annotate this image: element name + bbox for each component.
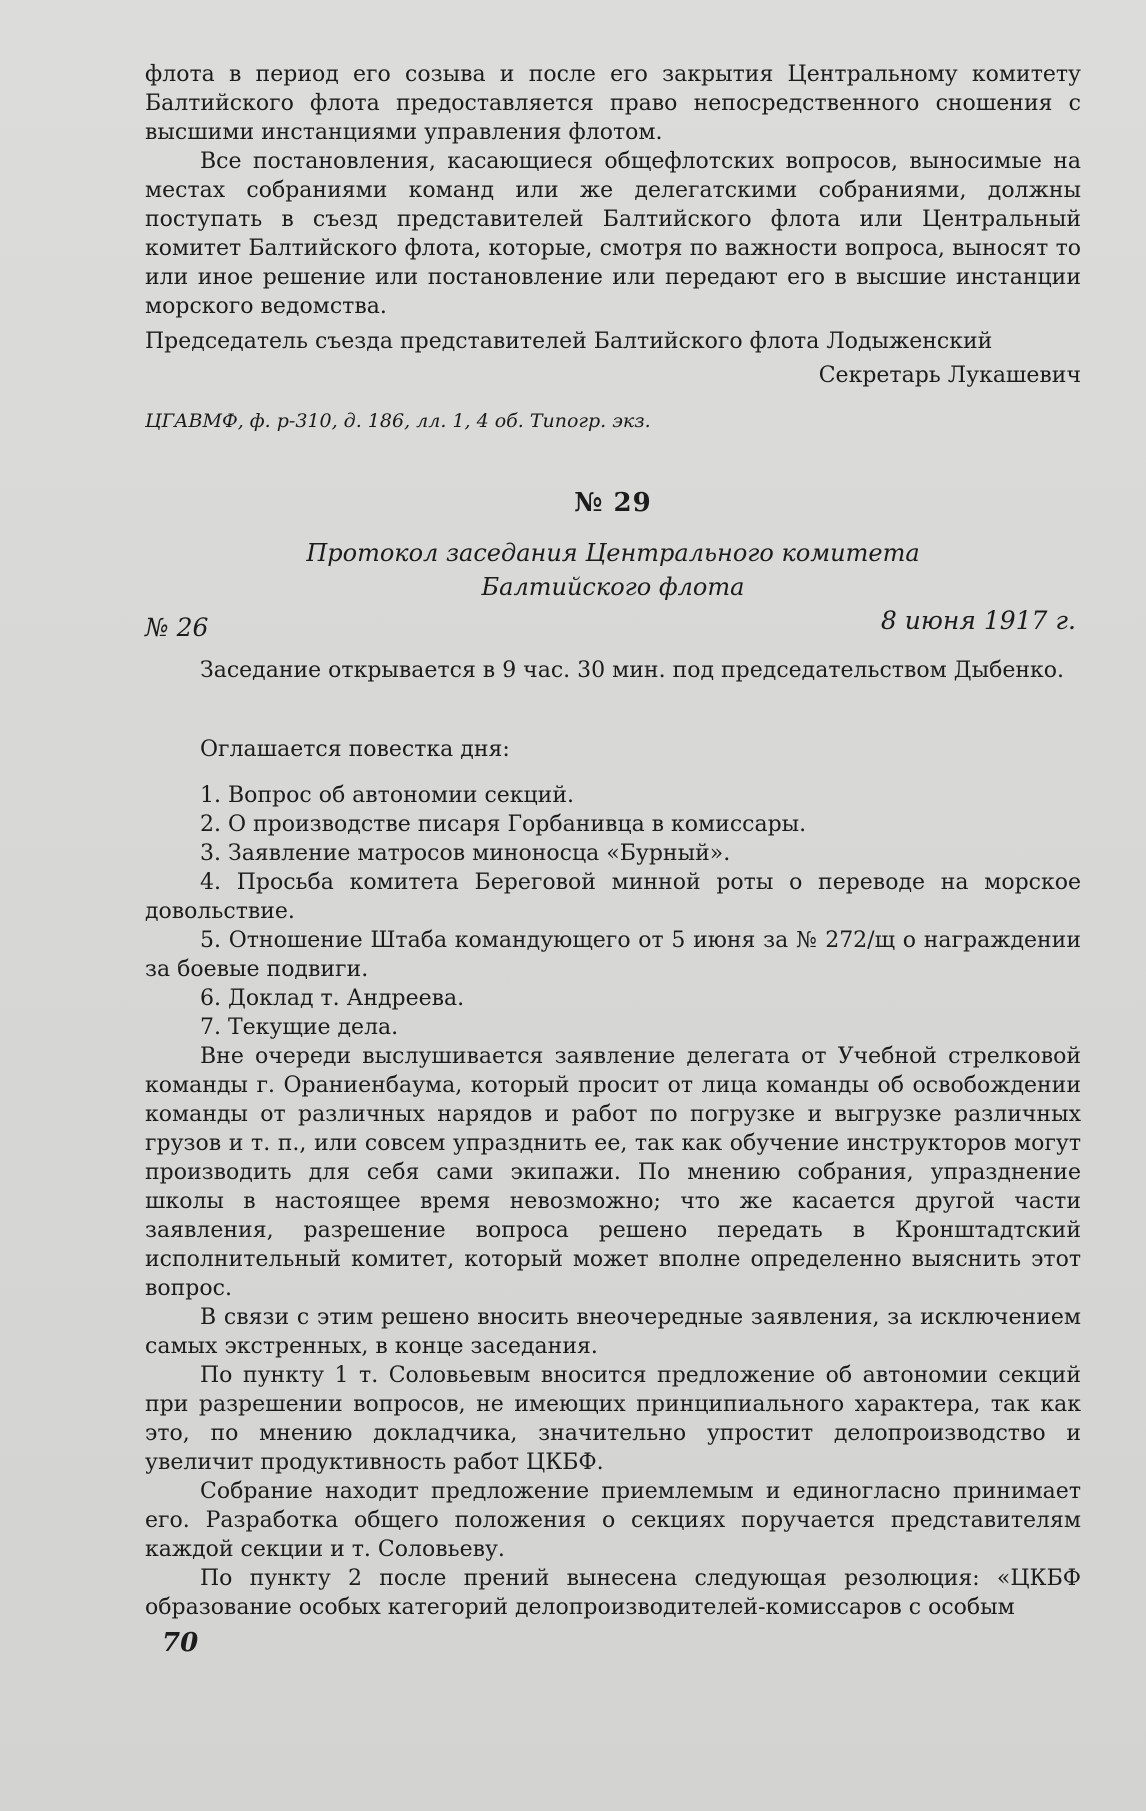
agenda-item: 7. Текущие дела. <box>200 1015 399 1040</box>
agenda-item: 3. Заявление матросов миноносца «Бурный». <box>200 841 731 866</box>
paragraph: флота в период его созыва и после его закрытия Центральному комитету Балтийского флота предоставляется право непосредственного сношения с высшими инстанциями управления флотом. <box>145 62 1081 145</box>
paragraph: По пункту 2 после прений вынесена следующая резолюция: «ЦКБФ образование особых категорий делопроизводителей-комиссаров с особым <box>145 1566 1081 1620</box>
continuation-text <box>145 60 1081 321</box>
paragraph: Все постановления, касающиеся общефлотских вопросов, выносимые на местах собраниями команд или же делегатскими собраниями, должны поступать в съезд представителей Балтийского флота или Центральный комитет Балтийского флота, которые, смотря по важности вопроса, выносят то или иное решение или постановление или передают его в высшие инстанции морского ведомства. <box>145 149 1081 319</box>
body-text <box>145 1042 1081 1622</box>
paragraph: Вне очереди выслушивается заявление делегата от Учебной стрелковой команды г. Ораниенбаума, который просит от лица команды об освобождении команды от различных нарядов и работ по погрузке и выгрузке различных грузов и т. п., или совсем упразднить ее, так как обучение инструкторов могут производить для себя сами экипажи. По мнению собрания, упразднение школы в настоящее время невозможно; что же касается другой части заявления, разрешение вопроса решено передать в Кронштадтский исполнительный комитет, который может вполне определенно выяснить этот вопрос. <box>145 1044 1081 1301</box>
agenda-intro <box>145 735 1081 764</box>
paragraph: По пункту 1 т. Соловьевым вносится предложение об автономии секций при разрешении вопросов, не имеющих принципиального характера, так как это, по мнению докладчика, значительно упростит делопроизводство и увеличит продуктивность работ ЦКБФ. <box>145 1363 1081 1475</box>
paragraph: Собрание находит предложение приемлемым и единогласно принимает его. Разработка общего положения о секциях поручается представителям каждой секции и т. Соловьеву. <box>145 1479 1081 1562</box>
paragraph: Заседание открывается в 9 час. 30 мин. под председательством Дыбенко. <box>200 658 1065 683</box>
document-date: 8 июня 1917 г. <box>880 606 1076 635</box>
opening-text <box>145 656 1081 685</box>
agenda-item: 2. О производстве писаря Горбанивца в комиссары. <box>200 812 807 837</box>
paragraph: В связи с этим решено вносить внеочередные заявления, за исключением самых экстренных, в конце заседания. <box>145 1305 1081 1359</box>
signatures <box>145 327 1081 390</box>
title-line: Протокол заседания Центрального комитета <box>306 539 920 567</box>
agenda-list <box>145 781 1081 1042</box>
archive-reference: ЦГАВМФ, ф. р-310, д. 186, лл. 1, 4 об. Типогр. экз. <box>145 410 651 432</box>
agenda-item: 6. Доклад т. Андреева. <box>200 986 465 1011</box>
agenda-item: 4. Просьба комитета Береговой минной роты о переводе на морское довольствие. <box>145 870 1081 924</box>
title-line: Балтийского флота <box>481 573 745 601</box>
agenda-item: 5. Отношение Штаба командующего от 5 июня за № 272/щ о награждении за боевые подвиги. <box>145 928 1081 982</box>
protocol-number: № 26 <box>145 613 209 642</box>
chairman-signature: Председатель съезда представителей Балтийского флота Лодыженский <box>145 329 993 354</box>
page-number: 70 <box>162 1628 199 1658</box>
secretary-signature: Секретарь Лукашевич <box>818 363 1081 388</box>
document-number: № 29 <box>574 488 652 518</box>
document-title <box>145 536 1081 604</box>
paragraph: Оглашается повестка дня: <box>200 737 510 762</box>
agenda-item: 1. Вопрос об автономии секций. <box>200 783 574 808</box>
